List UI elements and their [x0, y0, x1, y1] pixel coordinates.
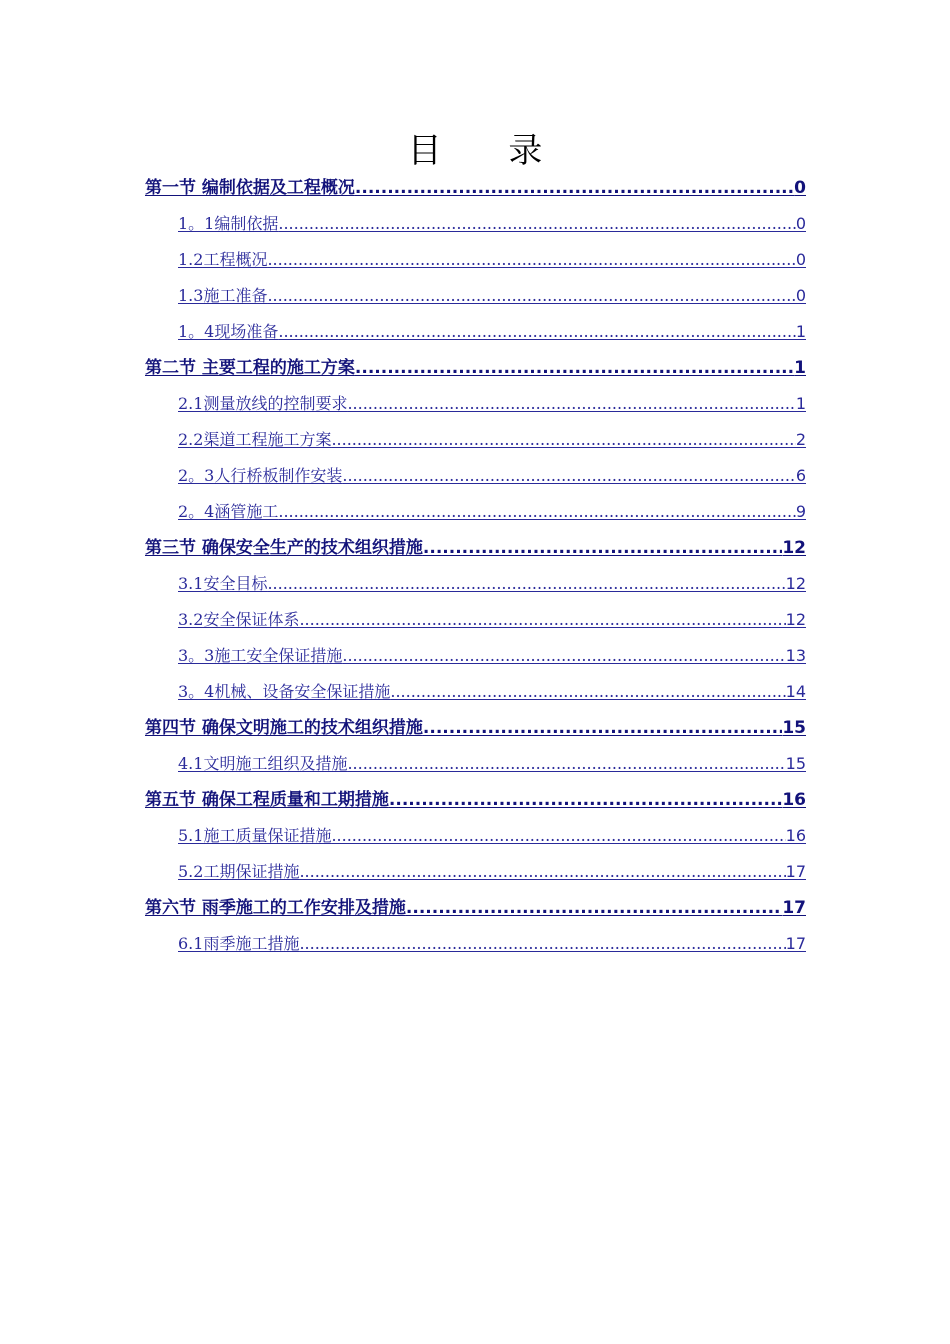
toc-entry-label: 第四节 确保文明施工的技术组织措施 [145, 718, 423, 738]
toc-entry-3-3[interactable] [178, 631, 806, 667]
toc-entry-label: 1.2工程概况 [178, 250, 268, 269]
toc-entry-label: 4.1文明施工组织及措施 [178, 754, 348, 773]
dot-leader [423, 717, 782, 739]
dot-leader [299, 933, 785, 955]
toc-entry-section-1[interactable] [145, 163, 806, 199]
dot-leader [347, 393, 795, 415]
toc-entry-label: 5.1施工质量保证措施 [178, 826, 332, 845]
dot-leader [267, 573, 785, 595]
dot-leader [390, 681, 785, 703]
toc-page-number: 12 [785, 574, 806, 593]
dot-leader [342, 645, 785, 667]
toc-page-number: 12 [785, 610, 806, 629]
toc-page-number: 0 [795, 286, 806, 305]
toc-entry-section-5[interactable] [145, 775, 806, 811]
dot-leader [299, 609, 785, 631]
dot-leader [278, 321, 795, 343]
toc-page-number: 15 [782, 718, 806, 738]
toc-page-number: 1 [795, 322, 806, 341]
toc-page-number: 17 [782, 898, 806, 918]
toc-entry-2-3[interactable] [178, 451, 806, 487]
toc-entry-label: 第三节 确保安全生产的技术组织措施 [145, 538, 423, 558]
toc-entry-2-1[interactable] [178, 379, 806, 415]
toc-entry-3-1[interactable] [178, 559, 806, 595]
toc-entry-2-4[interactable] [178, 487, 806, 523]
toc-page-number: 17 [785, 934, 806, 953]
toc-entry-label: 1。1编制依据 [178, 214, 279, 233]
toc-entry-1-2[interactable] [178, 235, 806, 271]
toc-entry-label: 2。4涵管施工 [178, 502, 279, 521]
toc-entry-label: 3.1安全目标 [178, 574, 268, 593]
toc-title: 目 录 [407, 131, 571, 171]
toc-entry-1-4[interactable] [178, 307, 806, 343]
toc-entry-2-2[interactable] [178, 415, 806, 451]
toc-entry-label: 第六节 雨季施工的工作安排及措施 [145, 898, 406, 918]
dot-leader [342, 465, 795, 487]
toc-entry-label: 3。4机械、设备安全保证措施 [178, 682, 391, 701]
toc-page-number: 1 [794, 358, 806, 378]
dot-leader [423, 537, 782, 559]
toc-entry-label: 2.2渠道工程施工方案 [178, 430, 332, 449]
toc-entry-section-6[interactable] [145, 883, 806, 919]
dot-leader [299, 861, 785, 883]
dot-leader [389, 789, 782, 811]
toc-entry-4-1[interactable] [178, 739, 806, 775]
toc-page-number: 0 [795, 214, 806, 233]
toc-entry-label: 3。3施工安全保证措施 [178, 646, 343, 665]
toc-entry-label: 1.3施工准备 [178, 286, 268, 305]
toc-page-number: 0 [794, 178, 806, 198]
dot-leader [331, 825, 785, 847]
toc-page-number: 6 [795, 466, 806, 485]
dot-leader [267, 249, 795, 271]
toc-entry-5-1[interactable] [178, 811, 806, 847]
toc-entry-section-2[interactable] [145, 343, 806, 379]
toc-entry-1-1[interactable] [178, 199, 806, 235]
toc-entry-section-3[interactable] [145, 523, 806, 559]
toc-entry-label: 第一节 编制依据及工程概况 [145, 178, 355, 198]
dot-leader [355, 357, 794, 379]
toc-entry-1-3[interactable] [178, 271, 806, 307]
dot-leader [278, 501, 795, 523]
toc-page-number: 12 [782, 538, 806, 558]
dot-leader [267, 285, 795, 307]
toc-page-number: 14 [785, 682, 806, 701]
toc-page-number: 15 [785, 754, 806, 773]
toc-page-number: 2 [795, 430, 806, 449]
toc-entry-label: 第二节 主要工程的施工方案 [145, 358, 355, 378]
toc-page-number: 13 [785, 646, 806, 665]
toc-entry-5-2[interactable] [178, 847, 806, 883]
dot-leader [355, 177, 794, 199]
toc-page-number: 16 [785, 826, 806, 845]
toc-entry-label: 2。3人行桥板制作安装 [178, 466, 343, 485]
toc-entry-label: 3.2安全保证体系 [178, 610, 300, 629]
toc-entry-3-2[interactable] [178, 595, 806, 631]
dot-leader [278, 213, 795, 235]
toc-entry-label: 2.1测量放线的控制要求 [178, 394, 348, 413]
toc-page-number: 0 [795, 250, 806, 269]
toc-page-number: 16 [782, 790, 806, 810]
toc-entry-section-4[interactable] [145, 703, 806, 739]
dot-leader [331, 429, 795, 451]
toc-entry-3-4[interactable] [178, 667, 806, 703]
toc-entry-label: 1。4现场准备 [178, 322, 279, 341]
toc-page-number: 9 [795, 502, 806, 521]
toc-entry-label: 6.1雨季施工措施 [178, 934, 300, 953]
toc-page-number: 1 [795, 394, 806, 413]
toc-entry-label: 5.2工期保证措施 [178, 862, 300, 881]
toc-entry-label: 第五节 确保工程质量和工期措施 [145, 790, 389, 810]
dot-leader [406, 897, 782, 919]
toc-entry-6-1[interactable] [178, 919, 806, 955]
dot-leader [347, 753, 785, 775]
toc-page-number: 17 [785, 862, 806, 881]
